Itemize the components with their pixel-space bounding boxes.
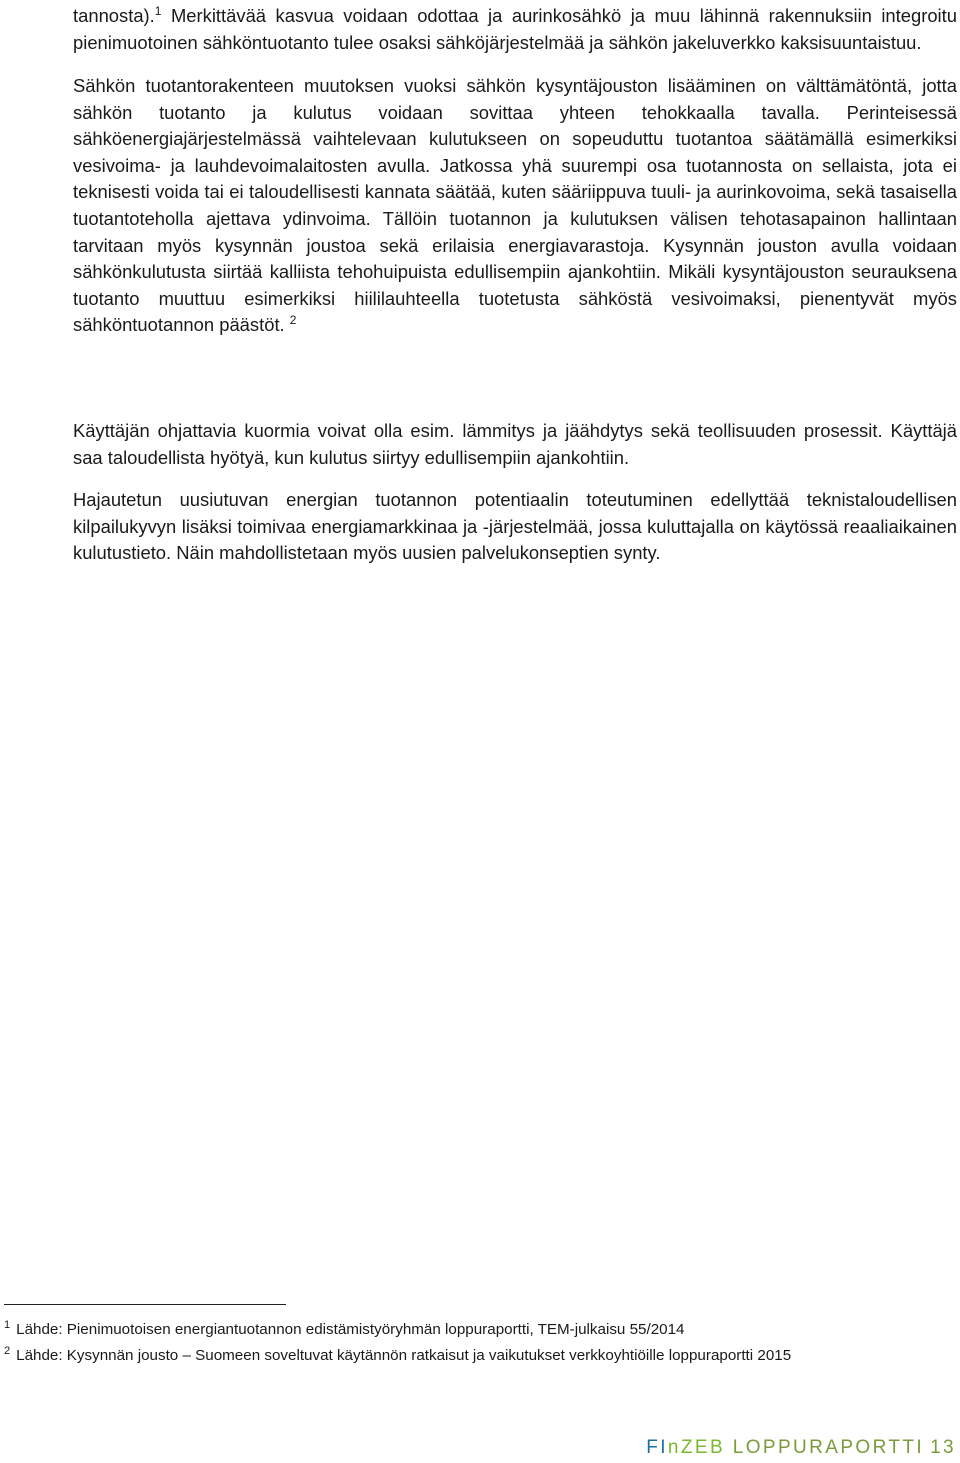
footnote-2 [4,1346,956,1366]
footer-report-label: LOPPURAPORTTI [732,1437,925,1458]
paragraph-1-start: tannosta). [73,5,155,26]
paragraph-2 [73,73,957,339]
page-footer [646,1437,956,1459]
paragraph-1-rest: Merkittävää kasvua voidaan odottaa ja aurinkosähkö ja muu lähinnä rakennuksiin integroitu pienimuotoinen sähköntuotanto tulee osaksi sähköjärjestelmää ja sähkön jakeluverkko kaksisuuntaistuu. [73,5,957,53]
footnote-1-number: 1 [4,1318,11,1331]
footnote-1 [4,1320,956,1340]
paragraph-2-text: Sähkön tuotantorakenteen muutoksen vuoksi sähkön kysyntäjouston lisääminen on välttämätöntä, jotta sähkön tuotanto ja kulutus voidaan sovittaa yhteen tehokkaalla tavalla. Perinteisessä sähköenergiajärjestelmässä vaihtelevaan kulutukseen on sopeuduttu tuotantoa säätämällä esimerkiksi vesivoima- ja lauhdevoimalaitosten avulla. Jatkossa yhä suurempi osa tuotannosta on sellaista, jota ei teknisesti voida tai ei taloudellisesti kannata säätää, kuten sääriippuva tuuli- ja aurinkovoima, sekä tasaisella tuotantoteholla ajettava ydinvoima. Tällöin tuotannon ja kulutuksen välisen tehotasapainon hallintaan tarvitaan myös kysynnän joustoa sekä erilaisia energiavarastoja. Kysynnän jouston avulla voidaan sähkönkulutusta siirtää kalliista tehohuipuista edullisempiin ajankohtiin. Mikäli kysyntäjouston seurauksena tuotanto muuttuu esimerkiksi hiililauhteella tuotetusta sähköstä vesivoimaksi, pienentyvät myös sähköntuotannon päästöt. [73,75,957,336]
page-number: 13 [930,1437,956,1458]
footnote-2-text: Lähde: Kysynnän jousto – Suomeen soveltuvat käytännön ratkaisut ja vaikutukset verkkoyhtiöille loppuraportti 2015 [16,1347,792,1364]
paragraph-1 [73,3,957,56]
paragraph-3: Käyttäjän ohjattavia kuormia voivat olla esim. lämmitys ja jäähdytys sekä teollisuuden prosessit. Käyttäjä saa taloudellista hyötyä, kun kulutus siirtyy edullisempiin ajankohtiin. [73,420,957,468]
footnote-1-text: Lähde: Pienimuotoisen energiantuotannon edistämistyöryhmän loppuraportti, TEM-julkaisu 55/2014 [16,1321,685,1338]
footnote-2-number: 2 [4,1344,11,1357]
footnote-ref-2[interactable]: 2 [289,313,297,328]
footer-brand-nzeb: nZEB [667,1437,726,1458]
footnote-separator [4,1304,286,1305]
footnote-ref-1[interactable]: 1 [154,3,162,18]
paragraph-4: Hajautetun uusiutuvan energian tuotannon potentiaalin toteutuminen edellyttää teknistaloudellisen kilpailukyvyn lisäksi toimivaa energiamarkkinaa ja -järjestelmää, jossa kuluttajalla on käytössä reaaliaikainen kulutustieto. Näin mahdollistetaan myös uusien palvelukonseptien synty. [73,489,957,564]
footer-brand-fi: FI [646,1437,668,1458]
